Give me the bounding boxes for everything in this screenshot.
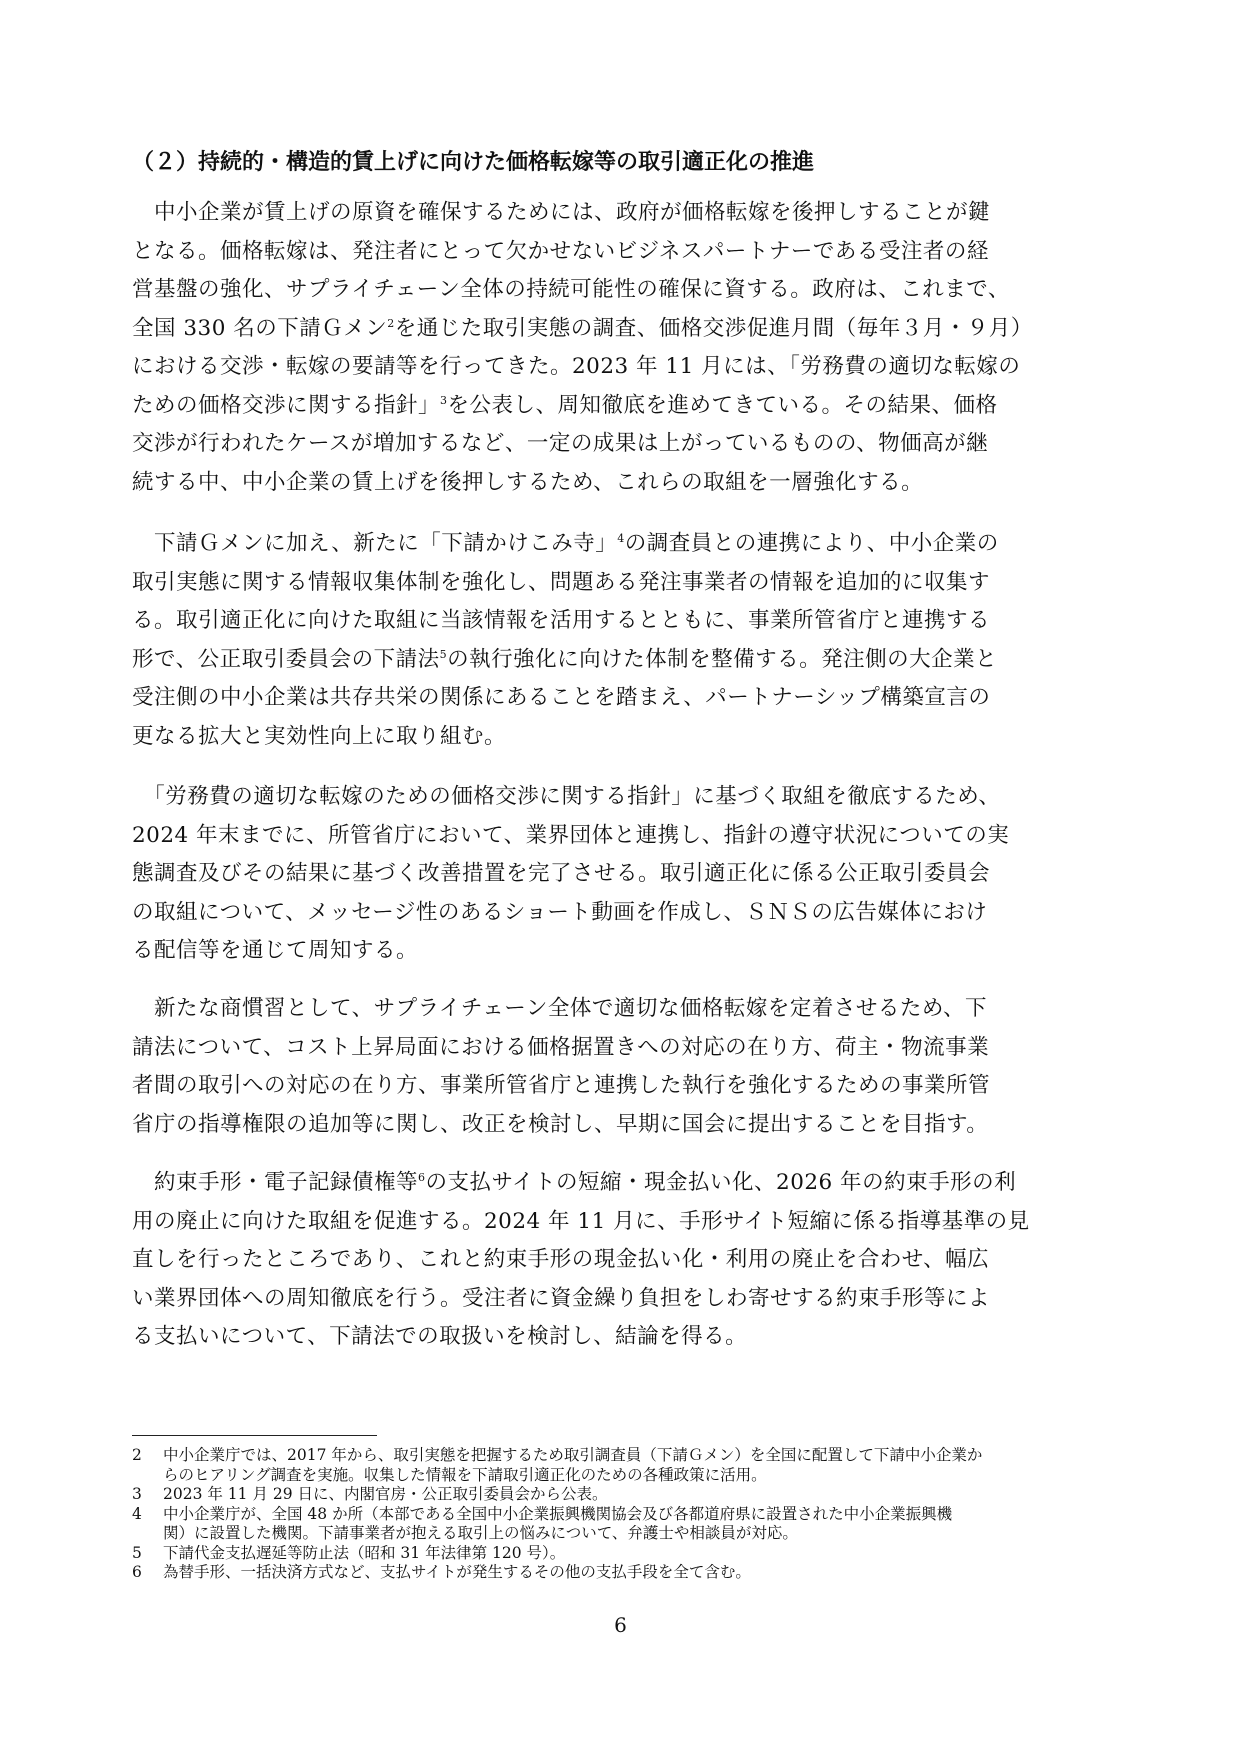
text-line bbox=[132, 233, 1108, 272]
text-run: る。取引適正化に向けた取組に当該情報を活用するとともに、事業所管省庁と連携する bbox=[132, 608, 991, 633]
text-run: を公表し、周知徹底を進めてきている。その結果、価格 bbox=[447, 392, 998, 418]
footnote-number: 6 bbox=[132, 1563, 142, 1581]
text-line bbox=[132, 1241, 1108, 1280]
text-run: 請法について、コスト上昇局面における価格据置きへの対応の在り方、荷主・物流事業 bbox=[132, 1034, 990, 1060]
text-line bbox=[132, 817, 1108, 856]
text-run: る支払いについて、下請法での取扱いを検討し、結論を得る。 bbox=[132, 1324, 748, 1349]
footnote-text: 中小企業庁が、全国 48 か所（本部である全国中小企業振興機関協会及び各都道府県に設置された中小企業振興機 bbox=[163, 1504, 953, 1523]
text-line bbox=[132, 932, 1108, 971]
footnote-reference: 2 bbox=[387, 316, 395, 330]
footnote-text: 為替手形、一括決済方式など、支払サイトが発生するその他の支払手段を全て含む。 bbox=[163, 1563, 751, 1581]
text-line bbox=[132, 1203, 1108, 1242]
text-run: い業界団体への周知徹底を行う。受注者に資金繰り負担をしわ寄せする約束手形等によ bbox=[132, 1285, 991, 1311]
text-line bbox=[132, 525, 1108, 564]
text-line bbox=[132, 778, 1108, 817]
page-number: 6 bbox=[614, 1613, 627, 1637]
text-run: 下請Ｇメンに加え、新たに「下請かけこみ寺」 bbox=[132, 531, 618, 556]
footnote-line bbox=[132, 1524, 1112, 1544]
text-line bbox=[132, 990, 1108, 1029]
footnote-line bbox=[132, 1466, 1112, 1486]
text-run: ための価格交渉に関する指針」 bbox=[132, 392, 441, 418]
footnote-number: 2 bbox=[132, 1446, 142, 1464]
footnote-text: らのヒアリング調査を実施。収集した情報を下請取引適正化のための各種政策に活用。 bbox=[163, 1465, 767, 1484]
text-line bbox=[132, 679, 1108, 718]
text-run: 省庁の指導権限の追加等に関し、改正を検討し、早期に国会に提出することを目指す。 bbox=[132, 1111, 989, 1137]
text-line bbox=[132, 855, 1108, 894]
text-run: 受注側の中小企業は共存共栄の関係にあることを踏まえ、パートナーシップ構築宣言の bbox=[132, 685, 991, 710]
footnote-text: 中小企業庁では、2017 年から、取引実態を把握するため取引調査員（下請Ｇメン）を全国に配置して下請中小企業か bbox=[163, 1446, 983, 1464]
text-line bbox=[132, 425, 1108, 464]
text-line bbox=[132, 641, 1108, 680]
text-run: 者間の取引への対応の在り方、事業所管省庁と連携した執行を強化するための事業所管 bbox=[132, 1073, 991, 1098]
text-line bbox=[132, 564, 1108, 603]
footnote-reference: 4 bbox=[617, 531, 625, 545]
text-line bbox=[132, 1067, 1108, 1106]
text-line bbox=[132, 1029, 1108, 1068]
text-run: 更なる拡大と実効性向上に取り組む。 bbox=[132, 723, 507, 749]
text-run: 形で、公正取引委員会の下請法 bbox=[132, 646, 440, 672]
text-line bbox=[132, 310, 1108, 349]
text-line bbox=[132, 602, 1108, 641]
footnote-number: 5 bbox=[132, 1543, 142, 1562]
text-line bbox=[132, 1280, 1108, 1319]
text-run: 「労務費の適切な転嫁のための価格交渉に関する指針」に基づく取組を徹底するため、 bbox=[132, 784, 1001, 809]
text-line bbox=[132, 464, 1108, 503]
text-run: 用の廃止に向けた取組を促進する。2024 年 11 月に、手形サイト短縮に係る指導基準の見 bbox=[132, 1208, 1030, 1234]
text-run: を通じた取引実態の調査、価格交渉促進月間（毎年３月・９月） bbox=[394, 315, 1033, 341]
text-line bbox=[132, 718, 1108, 757]
footnote-reference: 3 bbox=[440, 393, 448, 407]
text-run: 交渉が行われたケースが増加するなど、一定の成果は上がっているものの、物価高が継 bbox=[132, 431, 989, 456]
text-run: の執行強化に向けた体制を整備する。発注側の大企業と bbox=[447, 646, 998, 672]
footnotes bbox=[132, 1446, 1112, 1583]
text-line bbox=[132, 387, 1108, 426]
footnote-line bbox=[132, 1505, 1112, 1525]
footnote-line bbox=[132, 1544, 1112, 1564]
footnote-separator bbox=[132, 1435, 377, 1436]
text-run: 直しを行ったところであり、これと約束手形の現金払い化・利用の廃止を合わせ、幅広 bbox=[132, 1247, 990, 1272]
text-line bbox=[132, 894, 1108, 933]
text-run: となる。価格転嫁は、発注者にとって欠かせないビジネスパートナーである受注者の経 bbox=[132, 238, 989, 264]
footnote-reference: 5 bbox=[439, 647, 448, 661]
footnote-text: 2023 年 11 月 29 日に、内閣官房・公正取引委員会から公表。 bbox=[163, 1485, 608, 1503]
text-run: における交渉・転嫁の要請等を行ってきた。2023 年 11 月には、「労務費の適切な転嫁の bbox=[132, 354, 1021, 379]
text-run: 態調査及びその結果に基づく改善措置を完了させる。取引適正化に係る公正取引委員会 bbox=[132, 861, 991, 886]
body-paragraph bbox=[132, 525, 1108, 756]
text-run: 約束手形・電子記録債権等 bbox=[132, 1170, 419, 1195]
text-line bbox=[132, 271, 1108, 310]
text-line bbox=[132, 1164, 1108, 1203]
text-run: 中小企業が賃上げの原資を確保するためには、政府が価格転嫁を後押しすることが鍵 bbox=[132, 200, 991, 225]
text-run: 新たな商慣習として、サプライチェーン全体で適切な価格転嫁を定着させるため、下 bbox=[132, 996, 987, 1021]
text-line bbox=[132, 1106, 1108, 1145]
body-paragraph bbox=[132, 194, 1108, 502]
text-line bbox=[132, 1318, 1108, 1357]
footnote-line bbox=[132, 1446, 1112, 1466]
footnote-number: 4 bbox=[132, 1504, 142, 1523]
text-run: 営基盤の強化、サプライチェーン全体の持続可能性の確保に資する。政府は、これまで、 bbox=[132, 277, 1010, 302]
text-run: の支払サイトの短縮・現金払い化、2026 年の約束手形の利 bbox=[425, 1170, 1017, 1195]
body-paragraph bbox=[132, 990, 1108, 1144]
text-run: 2024 年末までに、所管省庁において、業界団体と連携し、指針の遵守状況についての実 bbox=[132, 822, 1010, 848]
footnote-line bbox=[132, 1485, 1112, 1505]
footnote-text: 下請代金支払遅延等防止法（昭和 31 年法律第 120 号）。 bbox=[163, 1543, 566, 1562]
footnote-reference: 6 bbox=[418, 1170, 426, 1184]
text-line bbox=[132, 194, 1108, 233]
text-line bbox=[132, 348, 1108, 387]
footnote-line bbox=[132, 1563, 1112, 1583]
text-run: 続する中、中小企業の賃上げを後押しするため、これらの取組を一層強化する。 bbox=[132, 469, 924, 495]
footnote-text: 関）に設置した機関。下請事業者が抱える取引上の悩みについて、弁護士や相談員が対応。 bbox=[163, 1524, 798, 1542]
text-run: 取引実態に関する情報収集体制を強化し、問題ある発注事業者の情報を追加的に収集す bbox=[132, 569, 991, 595]
text-run: の調査員との連携により、中小企業の bbox=[624, 531, 999, 556]
section-heading: （２）持続的・構造的賃上げに向けた価格転嫁等の取引適正化の推進 bbox=[132, 150, 815, 175]
text-run: の取組について、メッセージ性のあるショート動画を作成し、ＳＮＳの広告媒体におけ bbox=[132, 899, 988, 925]
body-paragraph bbox=[132, 1164, 1108, 1357]
footnote-number: 3 bbox=[132, 1485, 142, 1503]
text-run: る配信等を通じて周知する。 bbox=[132, 938, 419, 963]
text-run: 全国 330 名の下請Ｇメン bbox=[132, 315, 388, 341]
body-paragraph bbox=[132, 778, 1108, 971]
